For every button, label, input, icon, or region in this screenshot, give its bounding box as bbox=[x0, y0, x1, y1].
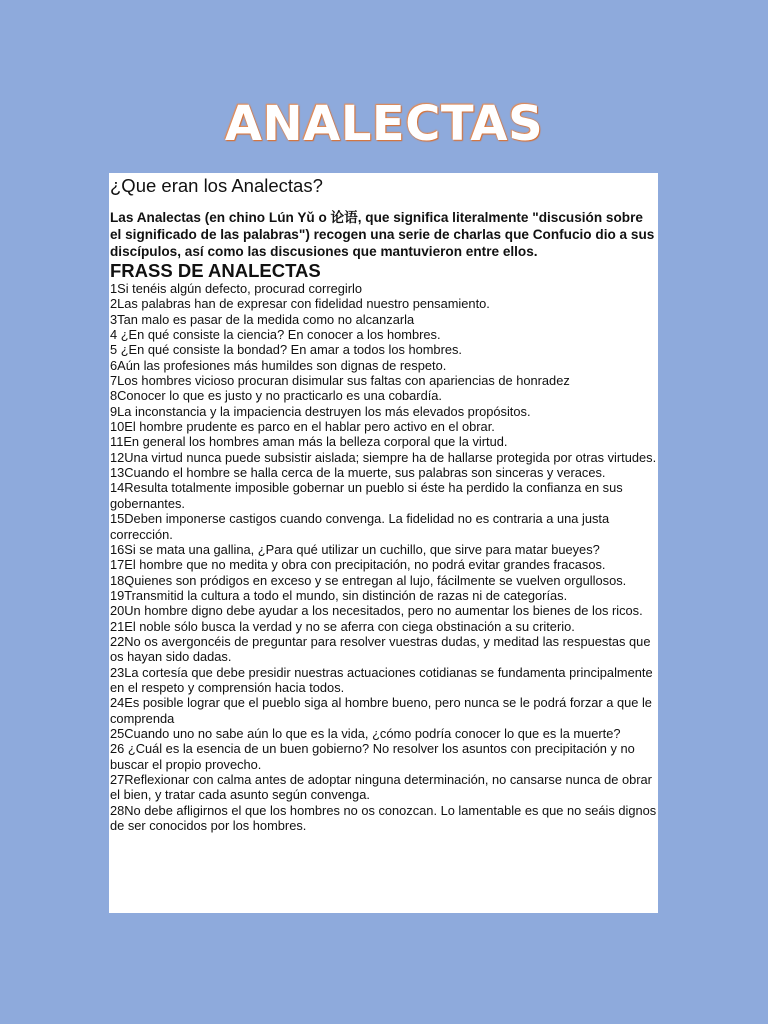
phrase-item: 5 ¿En qué consiste la bondad? En amar a todos los hombres. bbox=[110, 342, 462, 358]
phrase-item: 17El hombre que no medita y obra con precipitación, no podrá evitar grandes fracasos. bbox=[110, 557, 606, 573]
phrase-item: 18Quienes son pródigos en exceso y se entregan al lujo, fácilmente se vuelven orgullosos. bbox=[110, 572, 627, 588]
phrase-item: 19Transmitid la cultura a todo el mundo, sin distinción de razas ni de categorías. bbox=[110, 587, 568, 603]
page-title: ANALECTAS bbox=[224, 96, 544, 152]
phrase-item: 12Una virtud nunca puede subsistir aislada; siempre ha de hallarse protegida por otras virtudes. bbox=[110, 449, 657, 465]
document-page bbox=[109, 173, 658, 913]
phrase-item: 7Los hombres vicioso procuran disimular sus faltas con apariencias de honradez bbox=[110, 373, 570, 389]
phrase-item: 23La cortesía que debe presidir nuestras actuaciones cotidianas se fundamenta principalmente en el respeto y comprensión hacia todos. bbox=[110, 664, 653, 695]
phrase-item: 11En general los hombres aman más la belleza corporal que la virtud. bbox=[110, 434, 508, 450]
phrase-item: 27Reflexionar con calma antes de adoptar ninguna determinación, no cansarse nunca de obrar el bien, y tratar cada asunto según convenga. bbox=[110, 772, 652, 803]
phrase-item: 26 ¿Cuál es la esencia de un buen gobierno? No resolver los asuntos con precipitación y no buscar el propio provecho. bbox=[110, 741, 635, 772]
phrase-item: 16Si se mata una gallina, ¿Para qué utilizar un cuchillo, que sirve para matar bueyes? bbox=[110, 541, 600, 557]
intro-paragraph: Las Analectas (en chino Lún Yǔ o 论语, que significa literalmente "discusión sobre el significado de las palabras") recogen una serie de charlas que Confucio dio a sus discípulos, así como las discusiones que mantuvieron entre ellos. bbox=[110, 210, 655, 259]
phrases-list bbox=[110, 281, 657, 833]
phrase-item: 10El hombre prudente es parco en el hablar pero activo en el obrar. bbox=[110, 419, 495, 435]
phrase-item: 14Resulta totalmente imposible gobernar un pueblo si éste ha perdido la confianza en sus gobernantes. bbox=[110, 480, 623, 511]
phrase-item: 28No debe afligirnos el que los hombres no os conozcan. Lo lamentable es que no seáis dignos de ser conocidos por los hombres. bbox=[110, 802, 657, 834]
phrase-item: 2Las palabras han de expresar con fidelidad nuestro pensamiento. bbox=[110, 296, 490, 312]
question-heading: ¿Que eran los Analectas? bbox=[110, 175, 323, 196]
phrase-item: 8Conocer lo que es justo y no practicarlo es una cobardía. bbox=[110, 388, 442, 404]
phrase-item: 25Cuando uno no sabe aún lo que es la vida, ¿cómo podría conocer lo que es la muerte? bbox=[110, 725, 621, 741]
phrase-item: 6Aún las profesiones más humildes son dignas de respeto. bbox=[110, 357, 447, 373]
phrases-heading: FRASS DE ANALECTAS bbox=[110, 260, 321, 281]
phrase-item: 24Es posible lograr que el pueblo siga al hombre bueno, pero nunca se le podrá forzar a que le comprenda bbox=[110, 695, 652, 726]
phrase-item: 9La inconstancia y la impaciencia destruyen los más elevados propósitos. bbox=[110, 403, 531, 419]
phrase-item: 21El noble sólo busca la verdad y no se aferra con ciega obstinación a su criterio. bbox=[110, 618, 575, 634]
phrase-item: 4 ¿En qué consiste la ciencia? En conocer a los hombres. bbox=[110, 327, 441, 343]
phrase-item: 13Cuando el hombre se halla cerca de la muerte, sus palabras son sinceras y veraces. bbox=[110, 465, 606, 481]
phrase-item: 15Deben imponerse castigos cuando convenga. La fidelidad no es contraria a una justa corrección. bbox=[110, 511, 610, 542]
phrase-item: 20Un hombre digno debe ayudar a los necesitados, pero no aumentar los bienes de los ricos. bbox=[110, 603, 643, 619]
phrase-item: 22No os avergoncéis de preguntar para resolver vuestras dudas, y meditad las respuestas que os hayan sido dadas. bbox=[110, 633, 651, 665]
phrase-item: 3Tan malo es pasar de la medida como no alcanzarla bbox=[110, 311, 415, 327]
phrase-item: 1Si tenéis algún defecto, procurad corregirlo bbox=[110, 281, 363, 296]
